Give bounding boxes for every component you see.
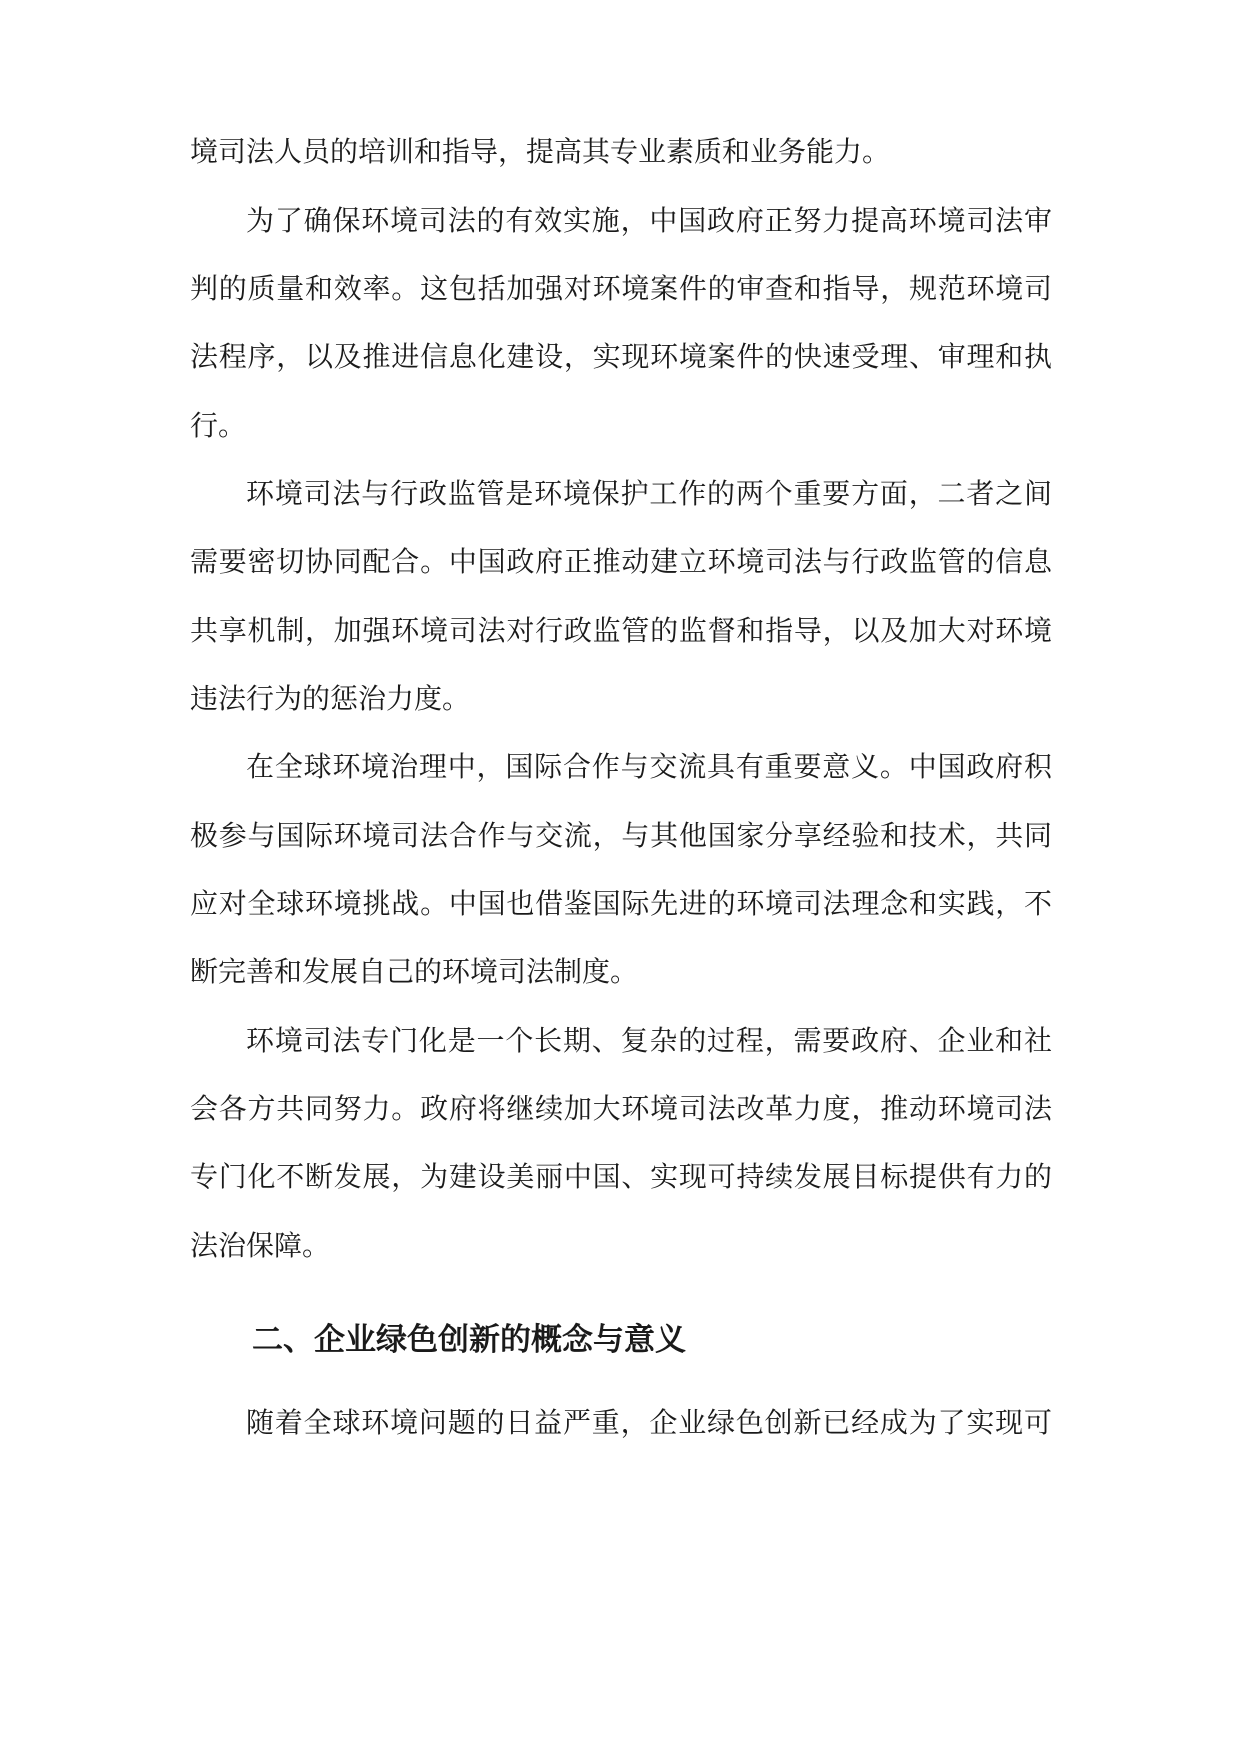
paragraph-line: 专门化不断发展，为建设美丽中国、实现可持续发展目标提供有力的 — [190, 1160, 1052, 1193]
paragraph-line: 法程序，以及推进信息化建设，实现环境案件的快速受理、审理和执 — [190, 340, 1052, 373]
paragraph-line: 环境司法与行政监管是环境保护工作的两个重要方面，二者之间 — [246, 477, 1052, 510]
paragraph-line: 境司法人员的培训和指导，提高其专业素质和业务能力。 — [190, 135, 891, 168]
paragraph-line: 为了确保环境司法的有效实施，中国政府正努力提高环境司法审 — [246, 204, 1052, 237]
paragraph-line: 法治保障。 — [190, 1229, 331, 1262]
paragraph-line: 断完善和发展自己的环境司法制度。 — [190, 955, 639, 988]
paragraph-line: 随着全球环境问题的日益严重，企业绿色创新已经成为了实现可 — [246, 1406, 1052, 1439]
section-heading: 二、企业绿色创新的概念与意义 — [252, 1322, 686, 1358]
paragraph-line: 在全球环境治理中，国际合作与交流具有重要意义。中国政府积 — [246, 750, 1052, 783]
paragraph-line: 判的质量和效率。这包括加强对环境案件的审查和指导，规范环境司 — [190, 272, 1052, 305]
paragraph-line: 应对全球环境挑战。中国也借鉴国际先进的环境司法理念和实践，不 — [190, 887, 1052, 920]
paragraph-line: 极参与国际环境司法合作与交流，与其他国家分享经验和技术，共同 — [190, 819, 1052, 852]
paragraph-line: 需要密切协同配合。中国政府正推动建立环境司法与行政监管的信息 — [190, 545, 1052, 578]
paragraph-line: 环境司法专门化是一个长期、复杂的过程，需要政府、企业和社 — [246, 1024, 1052, 1057]
paragraph-line: 共享机制，加强环境司法对行政监管的监督和指导，以及加大对环境 — [190, 614, 1052, 647]
paragraph-line: 会各方共同努力。政府将继续加大环境司法改革力度，推动环境司法 — [190, 1092, 1052, 1125]
paragraph-line: 行。 — [190, 409, 247, 442]
paragraph-line: 违法行为的惩治力度。 — [190, 682, 471, 715]
